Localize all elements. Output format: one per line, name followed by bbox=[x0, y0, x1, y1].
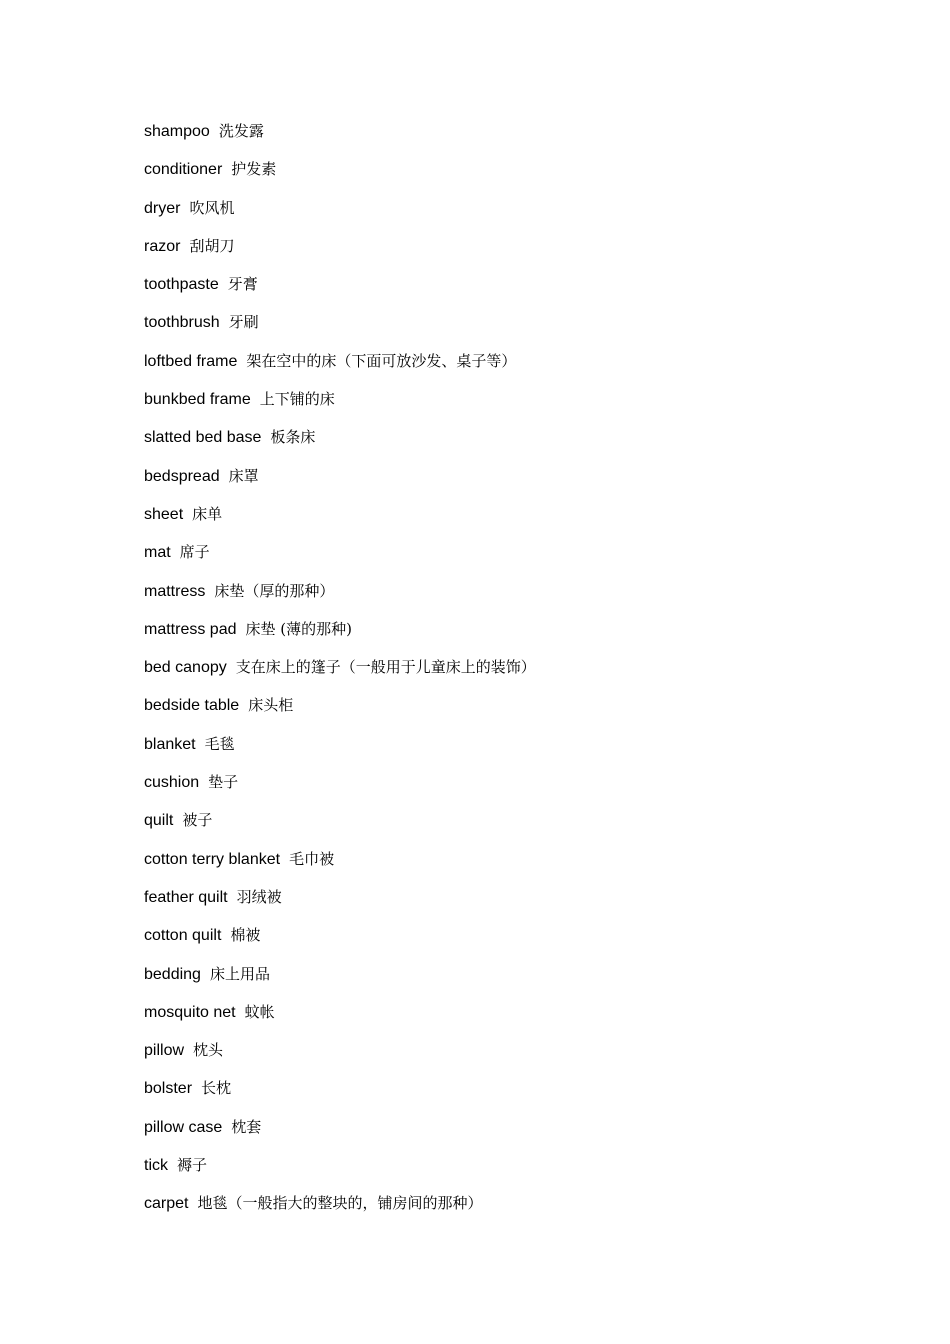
english-term: tick bbox=[144, 1157, 168, 1175]
english-term: dryer bbox=[144, 199, 181, 217]
chinese-meaning: 支在床上的篷子（一般用于儿童床上的装饰） bbox=[235, 658, 536, 677]
vocab-entry bbox=[144, 885, 536, 923]
english-term: sheet bbox=[144, 505, 184, 523]
chinese-meaning: 护发素 bbox=[231, 160, 277, 179]
english-term: shampoo bbox=[144, 123, 210, 140]
english-term: toothbrush bbox=[144, 314, 220, 332]
chinese-meaning: 枕套 bbox=[231, 1117, 262, 1136]
english-term: bedspread bbox=[144, 467, 220, 485]
english-term: bunkbed frame bbox=[144, 391, 251, 409]
chinese-meaning: 刮胡刀 bbox=[189, 236, 235, 255]
english-term: loftbed frame bbox=[144, 352, 238, 370]
english-term: bedside table bbox=[144, 697, 240, 715]
vocab-entry bbox=[144, 157, 536, 195]
chinese-meaning: 床罩 bbox=[228, 466, 259, 485]
english-term: mosquito net bbox=[144, 1003, 236, 1021]
chinese-meaning: 洗发露 bbox=[218, 122, 264, 140]
english-term: quilt bbox=[144, 812, 174, 830]
vocab-entry bbox=[144, 847, 536, 885]
vocab-entry bbox=[144, 770, 536, 808]
chinese-meaning: 床上用品 bbox=[209, 964, 270, 983]
vocab-entry bbox=[144, 1191, 536, 1229]
vocab-entry bbox=[144, 272, 536, 310]
vocab-entry bbox=[144, 234, 536, 272]
chinese-meaning: 毛毯 bbox=[204, 734, 235, 753]
vocab-entry bbox=[144, 732, 536, 770]
english-term: slatted bed base bbox=[144, 429, 262, 447]
vocab-entry bbox=[144, 808, 536, 846]
vocab-entry bbox=[144, 196, 536, 234]
english-term: cushion bbox=[144, 774, 200, 792]
vocab-entry bbox=[144, 502, 536, 540]
english-term: cotton quilt bbox=[144, 927, 222, 945]
english-term: conditioner bbox=[144, 161, 223, 179]
vocab-entry bbox=[144, 425, 536, 463]
vocab-entry bbox=[144, 1153, 536, 1191]
chinese-meaning: 架在空中的床（下面可放沙发、桌子等） bbox=[246, 351, 517, 370]
vocab-entry bbox=[144, 1115, 536, 1153]
vocab-entry bbox=[144, 923, 536, 961]
chinese-meaning: 牙刷 bbox=[228, 313, 259, 332]
chinese-meaning: 席子 bbox=[179, 543, 210, 562]
chinese-meaning: 蚊帐 bbox=[244, 1002, 275, 1021]
vocab-entry bbox=[144, 1000, 536, 1038]
english-term: cotton terry blanket bbox=[144, 850, 281, 868]
chinese-meaning: 床垫 (薄的那种) bbox=[245, 619, 352, 638]
chinese-meaning: 羽绒被 bbox=[236, 887, 282, 906]
vocab-entry bbox=[144, 540, 536, 578]
english-term: carpet bbox=[144, 1195, 189, 1213]
english-term: mattress pad bbox=[144, 620, 237, 638]
chinese-meaning: 牙膏 bbox=[227, 275, 258, 294]
vocab-entry bbox=[144, 119, 536, 157]
english-term: feather quilt bbox=[144, 888, 228, 906]
vocab-entry bbox=[144, 693, 536, 731]
chinese-meaning: 垫子 bbox=[208, 773, 239, 792]
vocab-entry bbox=[144, 1076, 536, 1114]
english-term: bolster bbox=[144, 1080, 193, 1098]
chinese-meaning: 被子 bbox=[182, 811, 213, 830]
english-term: razor bbox=[144, 237, 181, 255]
chinese-meaning: 床头柜 bbox=[248, 696, 294, 715]
english-term: bed canopy bbox=[144, 659, 227, 677]
chinese-meaning: 地毯（一般指大的整块的，铺房间的那种） bbox=[197, 1194, 483, 1213]
chinese-meaning: 褥子 bbox=[177, 1156, 208, 1175]
chinese-meaning: 上下铺的床 bbox=[259, 390, 335, 409]
chinese-meaning: 棉被 bbox=[230, 926, 261, 945]
chinese-meaning: 吹风机 bbox=[189, 198, 235, 217]
chinese-meaning: 板条床 bbox=[270, 428, 316, 447]
vocab-entry bbox=[144, 962, 536, 1000]
vocab-entry bbox=[144, 310, 536, 348]
vocab-entry bbox=[144, 464, 536, 502]
vocab-entry bbox=[144, 579, 536, 617]
vocab-entry bbox=[144, 349, 536, 387]
english-term: blanket bbox=[144, 735, 196, 753]
vocabulary-list bbox=[144, 119, 536, 1230]
english-term: mat bbox=[144, 544, 171, 562]
english-term: toothpaste bbox=[144, 276, 219, 294]
chinese-meaning: 床垫（厚的那种） bbox=[214, 581, 335, 600]
english-term: bedding bbox=[144, 965, 201, 983]
vocab-entry bbox=[144, 617, 536, 655]
chinese-meaning: 床单 bbox=[192, 504, 223, 523]
english-term: pillow bbox=[144, 1042, 185, 1060]
vocab-entry bbox=[144, 1038, 536, 1076]
chinese-meaning: 毛巾被 bbox=[289, 849, 335, 868]
vocab-entry bbox=[144, 655, 536, 693]
chinese-meaning: 枕头 bbox=[193, 1041, 224, 1060]
english-term: mattress bbox=[144, 582, 206, 600]
vocab-entry bbox=[144, 387, 536, 425]
chinese-meaning: 长枕 bbox=[201, 1079, 232, 1098]
english-term: pillow case bbox=[144, 1118, 223, 1136]
